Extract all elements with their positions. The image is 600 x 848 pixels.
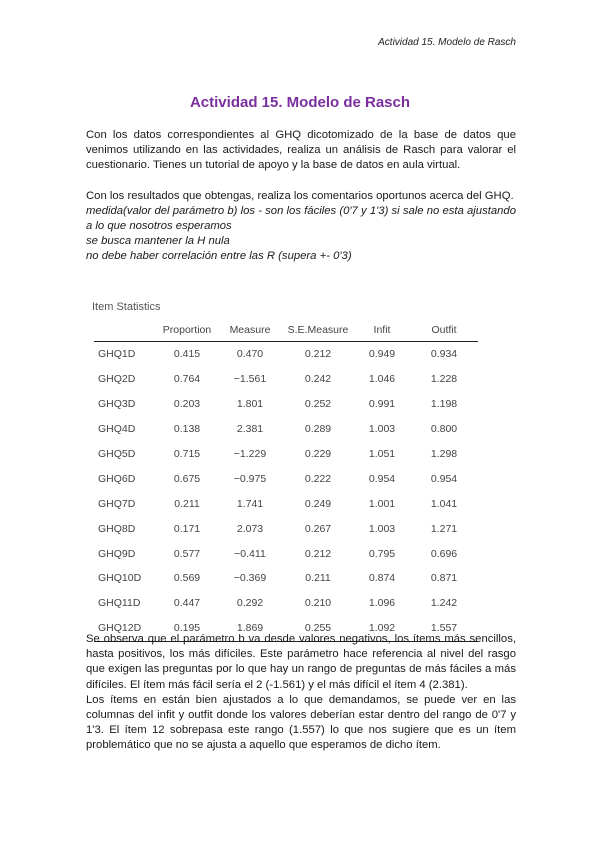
table-cell: 0.569 xyxy=(173,572,201,585)
table-cell: 1.741 xyxy=(236,497,264,510)
table-cell: 1.003 xyxy=(368,423,396,436)
table-row xyxy=(94,591,478,616)
table-cell: 0.934 xyxy=(430,348,458,361)
table-cell: 0.171 xyxy=(173,522,201,535)
table-cell: 1.242 xyxy=(430,597,458,610)
item-name-cell: GHQ1D xyxy=(98,348,136,361)
table-cell: 0.795 xyxy=(368,547,396,560)
table-row xyxy=(94,541,478,566)
item-name-cell: GHQ2D xyxy=(98,373,136,386)
handwritten-note-3: no debe haber correlación entre las R (supera +- 0'3) xyxy=(86,250,352,263)
table-cell: 2.381 xyxy=(236,423,264,436)
item-statistics-table xyxy=(94,318,478,642)
table-row xyxy=(94,417,478,442)
table-row xyxy=(94,466,478,491)
analysis-paragraph-1: Se observa que el parámetro b va desde valores negativos, los ítems más sencillos, hasta positivos, los más difíciles. Este parámetro hace referencia al nivel del rasgo que exigen las preguntas por lo que hay un rango de preguntas de más fáciles a más difíciles. El ítem más fácil sería el 2 (-1.561) y el más difícil el ítem 4 (2.381). xyxy=(86,633,516,691)
table-cell: 0.696 xyxy=(430,547,458,560)
table-cell: 0.871 xyxy=(430,572,458,585)
handwritten-note-2: se busca mantener la H nula xyxy=(86,235,230,248)
table-cell: 0.764 xyxy=(173,373,201,386)
table-cell: 0.211 xyxy=(305,572,331,585)
table-cell: 0.212 xyxy=(304,348,332,361)
table-cell: −0.975 xyxy=(233,472,267,485)
table-cell: 0.292 xyxy=(236,597,264,610)
column-header: S.E.Measure xyxy=(282,318,354,342)
table-cell: 0.991 xyxy=(368,398,396,411)
table-cell: 0.211 xyxy=(174,497,200,510)
table-cell: 2.073 xyxy=(236,522,264,535)
table-cell: 0.210 xyxy=(304,597,332,610)
table-cell: 1.198 xyxy=(430,398,458,411)
column-header: Outfit xyxy=(410,318,478,342)
table-cell: 0.949 xyxy=(368,348,396,361)
table-cell: 1.557 xyxy=(410,616,478,641)
table-cell: 0.874 xyxy=(368,572,396,585)
table-cell: 0.577 xyxy=(173,547,201,560)
page-title: Actividad 15. Modelo de Rasch xyxy=(189,94,411,111)
table-cell: 0.203 xyxy=(173,398,201,411)
table-cell: 1.092 xyxy=(354,616,410,641)
table-row xyxy=(94,516,478,541)
table-cell: 0.954 xyxy=(430,472,458,485)
handwritten-note-1: medida(valor del parámetro b) los - son los fáciles (0'7 y 1'3) si sale no esta ajustando a lo que nosotros esperamos xyxy=(86,204,516,233)
column-header: Measure xyxy=(218,318,282,342)
table-cell: 1.051 xyxy=(368,448,396,460)
table-row xyxy=(94,342,478,367)
table-cell: 1.869 xyxy=(218,616,282,641)
table-cell: −1.561 xyxy=(233,373,267,386)
table-cell: 0.195 xyxy=(156,616,218,641)
table-cell: 1.046 xyxy=(368,373,396,386)
table-cell: 0.267 xyxy=(304,522,332,535)
table-row xyxy=(94,491,478,516)
table-cell: 0.715 xyxy=(173,448,201,460)
intro-paragraph-1: Con los datos correspondientes al GHQ dicotomizado de la base de datos que venimos utilizando en las actividades, realiza un análisis de Rasch para valorar el cuestionario. Tienes un tutorial de apoyo y la base de datos en aula virtual. xyxy=(86,129,516,172)
table-cell: 0.229 xyxy=(304,448,332,460)
table-row xyxy=(94,367,478,392)
table-cell: −0.411 xyxy=(234,547,266,560)
item-name-cell: GHQ11D xyxy=(98,597,141,610)
table-row xyxy=(94,392,478,417)
item-name-cell: GHQ12D xyxy=(94,616,156,641)
table-caption: Item Statistics xyxy=(92,301,161,313)
running-header: Actividad 15. Modelo de Rasch xyxy=(378,37,516,48)
intro-paragraph-2: Con los resultados que obtengas, realiza los comentarios oportunos acerca del GHQ. xyxy=(86,189,514,202)
table-cell: −1.229 xyxy=(233,448,267,460)
table-cell: 1.041 xyxy=(430,497,458,510)
table-cell: 0.954 xyxy=(368,472,396,485)
table-cell: 0.138 xyxy=(173,423,201,436)
table-cell: 0.255 xyxy=(282,616,354,641)
item-name-cell: GHQ10D xyxy=(98,572,142,585)
table-cell: 1.228 xyxy=(430,373,458,386)
table-cell: 1.003 xyxy=(368,522,396,535)
table-cell: 0.675 xyxy=(173,472,201,485)
column-header: Infit xyxy=(354,318,410,342)
table-cell: 0.249 xyxy=(304,497,332,510)
table-cell: 0.252 xyxy=(304,398,332,411)
analysis-section xyxy=(86,632,516,754)
table-cell: 0.415 xyxy=(173,348,201,361)
table-cell: 0.447 xyxy=(173,597,201,610)
table-row xyxy=(94,566,478,591)
item-name-cell: GHQ3D xyxy=(98,398,136,411)
column-header xyxy=(94,318,156,342)
item-name-cell: GHQ4D xyxy=(98,423,136,436)
intro-section xyxy=(86,128,516,265)
analysis-paragraph-2: Los ítems en están bien ajustados a lo que demandamos, se puede ver en las columnas del infit y outfit donde los valores deberían estar dentro del rango de 0'7 y 1'3. El ítem 12 sobrepasa este rango (1.557) lo que nos sugiere que es un ítem problemático que no se ajusta a aquello que esperamos de dicho ítem. xyxy=(86,693,516,752)
column-header: Proportion xyxy=(156,318,218,342)
table-cell: 0.212 xyxy=(304,547,332,560)
table-cell: 0.222 xyxy=(304,472,332,485)
table-cell: 0.800 xyxy=(430,423,458,436)
table-cell: 0.289 xyxy=(304,423,332,436)
table-cell: 1.801 xyxy=(236,398,264,411)
item-name-cell: GHQ8D xyxy=(98,522,136,535)
item-name-cell: GHQ5D xyxy=(98,448,136,460)
table-cell: 1.271 xyxy=(430,522,458,535)
table-cell: 0.242 xyxy=(304,373,332,386)
table-cell: 1.096 xyxy=(368,597,396,610)
table-header-row xyxy=(94,318,478,342)
table-cell: −0.369 xyxy=(233,572,267,585)
table-cell: 1.001 xyxy=(368,497,396,510)
table-cell: 1.298 xyxy=(430,448,458,460)
table-cell: 0.470 xyxy=(236,348,264,361)
item-name-cell: GHQ6D xyxy=(98,472,136,485)
item-name-cell: GHQ7D xyxy=(98,497,136,510)
table-row xyxy=(94,442,478,467)
item-name-cell: GHQ9D xyxy=(98,547,136,560)
